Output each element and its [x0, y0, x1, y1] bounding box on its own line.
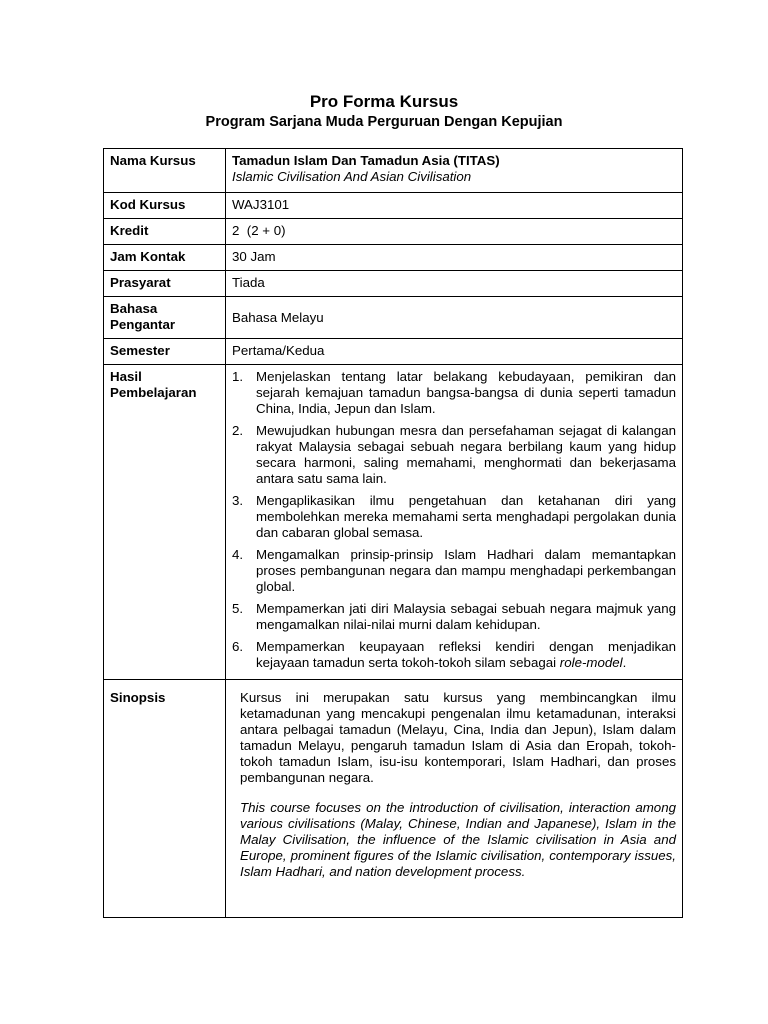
label-hasil-line1: Hasil [110, 369, 142, 384]
list-item [232, 547, 676, 595]
row-bahasa-pengantar [104, 297, 683, 339]
list-item-number: 2. [232, 423, 244, 438]
row-prasyarat [104, 271, 683, 297]
value-prasyarat: Tiada [226, 271, 683, 297]
value-sinopsis [226, 680, 683, 918]
list-item [232, 369, 676, 417]
list-item-number: 6. [232, 639, 244, 654]
value-hasil-pembelajaran [226, 365, 683, 680]
list-item [232, 639, 676, 671]
row-nama-kursus [104, 149, 683, 193]
list-item-number: 3. [232, 493, 244, 508]
value-jam-kontak: 30 Jam [226, 245, 683, 271]
list-item [232, 493, 676, 541]
label-kod-kursus: Kod Kursus [104, 193, 226, 219]
label-sinopsis: Sinopsis [104, 680, 226, 918]
list-item-text: Mempamerkan keupayaan refleksi kendiri dengan menjadikan kejayaan tamadun serta tokoh-tokoh silam sebagai [256, 639, 676, 670]
value-bahasa-pengantar: Bahasa Melayu [226, 297, 683, 339]
list-item-number: 5. [232, 601, 244, 616]
course-name-en: Islamic Civilisation And Asian Civilisation [232, 169, 472, 184]
row-sinopsis [104, 680, 683, 918]
synopsis-english: This course focuses on the introduction of civilisation, interaction among various civilisations (Malay, Chinese, Indian and Japanese), Islam in the Malay Civilisation, the influence of the Islamic civilisation in Asia and Europe, prominent figures of the Islamic civilisation, contemporary issues, Islam Hadhari, and nation development process. [240, 800, 676, 879]
page-title: Pro Forma Kursus [309, 92, 459, 111]
course-name-ms: Tamadun Islam Dan Tamadun Asia (TITAS) [232, 153, 500, 168]
label-kredit: Kredit [104, 219, 226, 245]
label-prasyarat: Prasyarat [104, 271, 226, 297]
list-item-number: 4. [232, 547, 244, 562]
value-kredit: 2 (2 + 0) [226, 219, 683, 245]
row-kod-kursus [104, 193, 683, 219]
value-semester: Pertama/Kedua [226, 339, 683, 365]
row-kredit [104, 219, 683, 245]
course-proforma-table [103, 148, 683, 918]
label-hasil-pembelajaran [104, 365, 226, 680]
list-item-text: Mewujudkan hubungan mesra dan persefahaman sejagat di kalangan rakyat Malaysia sebagai sebuah negara berbilang kaum yang hidup secara harmoni, saling memahami, menghormati dan bekerjasama antara satu sama lain. [256, 423, 676, 486]
row-semester [104, 339, 683, 365]
value-nama-kursus [226, 149, 683, 193]
label-bahasa-pengantar [104, 297, 226, 339]
learning-outcomes-list [232, 369, 676, 671]
synopsis-malay: Kursus ini merupakan satu kursus yang membincangkan ilmu ketamadunan yang mencakupi pengenalan ilmu ketamadunan, interaksi antara pelbagai tamadun (Melayu, Cina, India dan Jepun), Islam dalam tamadun Melayu, pengaruh tamadun Islam di Asia dan Eropah, tokoh-tokoh tamadun Islam, isu-isu kontemporari, Islam Hadhari, dan proses pembangunan negara. [240, 690, 676, 785]
label-bahasa-line2: Pengantar [110, 317, 176, 332]
label-bahasa-line1: Bahasa [110, 301, 158, 316]
list-item [232, 601, 676, 633]
label-semester: Semester [104, 339, 226, 365]
list-item-text: Mengaplikasikan ilmu pengetahuan dan ketahanan diri yang membolehkan mereka memahami serta menghadapi pergolakan dunia dan cabaran global semasa. [256, 493, 676, 540]
label-jam-kontak: Jam Kontak [104, 245, 226, 271]
label-hasil-line2: Pembelajaran [110, 385, 197, 400]
list-item-text-italic: role-model [559, 655, 623, 670]
row-jam-kontak [104, 245, 683, 271]
list-item-number: 1. [232, 369, 244, 384]
list-item-text-end: . [622, 655, 627, 670]
list-item-text: Menjelaskan tentang latar belakang kebudayaan, pemikiran dan sejarah kemajuan tamadun bangsa-bangsa di dunia seperti tamadun China, India, Jepun dan Islam. [256, 369, 676, 416]
label-nama-kursus: Nama Kursus [104, 149, 226, 193]
list-item-text: Mengamalkan prinsip-prinsip Islam Hadhari dalam memantapkan proses pembangunan negara dan mampu menghadapi perkembangan global. [256, 547, 676, 594]
list-item-text: Mempamerkan jati diri Malaysia sebagai sebuah negara majmuk yang mengamalkan nilai-nilai murni dalam kehidupan. [256, 601, 676, 632]
row-hasil-pembelajaran [104, 365, 683, 680]
page-subtitle: Program Sarjana Muda Perguruan Dengan Kepujian [205, 114, 563, 130]
list-item [232, 423, 676, 487]
value-kod-kursus: WAJ3101 [226, 193, 683, 219]
